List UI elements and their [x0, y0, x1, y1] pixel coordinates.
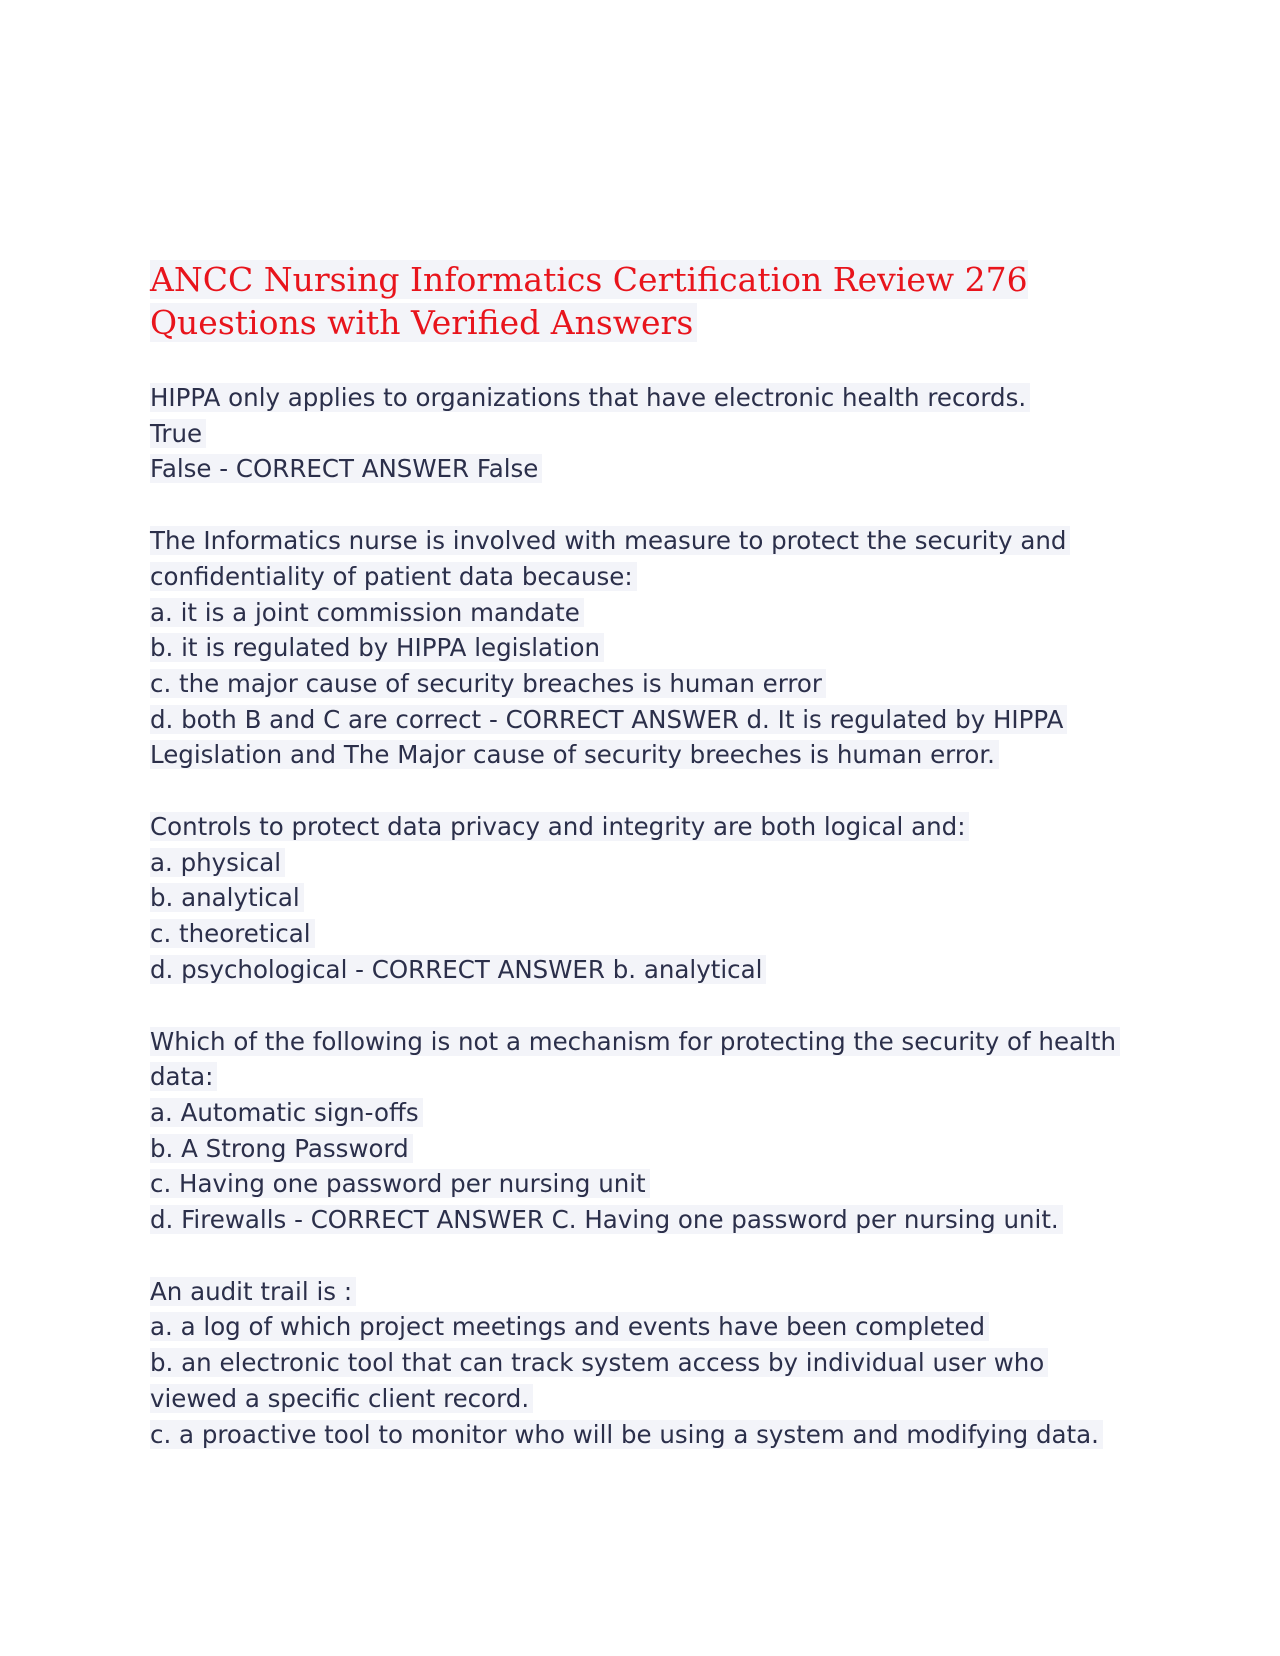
question-line: Controls to protect data privacy and integrity are both logical and:	[150, 809, 1130, 845]
answer-option: a. it is a joint commission mandate	[150, 595, 1130, 631]
answer-option: b. analytical	[150, 880, 1130, 916]
question-line: Which of the following is not a mechanism for protecting the security of health data:	[150, 1024, 1130, 1095]
question-5	[150, 1274, 1130, 1453]
answer-option: b. an electronic tool that can track system access by individual user who viewed a specific client record.	[150, 1345, 1130, 1416]
answer-option: a. a log of which project meetings and events have been completed	[150, 1309, 1130, 1345]
answer-option: b. A Strong Password	[150, 1131, 1130, 1167]
question-1	[150, 380, 1130, 487]
question-line: An audit trail is :	[150, 1274, 1130, 1310]
answer-option: c. Having one password per nursing unit	[150, 1166, 1130, 1202]
answer-option: c. a proactive tool to monitor who will be using a system and modifying data.	[150, 1417, 1130, 1453]
answer-option: c. the major cause of security breaches is human error	[150, 666, 1130, 702]
question-line: HIPPA only applies to organizations that have electronic health records.	[150, 380, 1130, 416]
document-title	[150, 258, 1130, 344]
document-title-text: ANCC Nursing Informatics Certification Review 276 Questions with Verified Answers	[150, 260, 1028, 342]
answer-option-correct: d. Firewalls - CORRECT ANSWER C. Having one password per nursing unit.	[150, 1202, 1130, 1238]
question-3	[150, 809, 1130, 988]
answer-option: c. theoretical	[150, 916, 1130, 952]
answer-option-correct: d. psychological - CORRECT ANSWER b. analytical	[150, 952, 1130, 988]
answer-option-correct: d. both B and C are correct - CORRECT ANSWER d. It is regulated by HIPPA Legislation and The Major cause of security breeches is human error.	[150, 702, 1130, 773]
answer-option: b. it is regulated by HIPPA legislation	[150, 630, 1130, 666]
document-body	[150, 258, 1130, 1488]
answer-option: a. Automatic sign-offs	[150, 1095, 1130, 1131]
question-4	[150, 1024, 1130, 1238]
answer-option: True	[150, 416, 1130, 452]
answer-option-correct: False - CORRECT ANSWER False	[150, 451, 1130, 487]
question-2	[150, 523, 1130, 773]
answer-option: a. physical	[150, 845, 1130, 881]
question-line: The Informatics nurse is involved with measure to protect the security and confidentiality of patient data because:	[150, 523, 1130, 594]
